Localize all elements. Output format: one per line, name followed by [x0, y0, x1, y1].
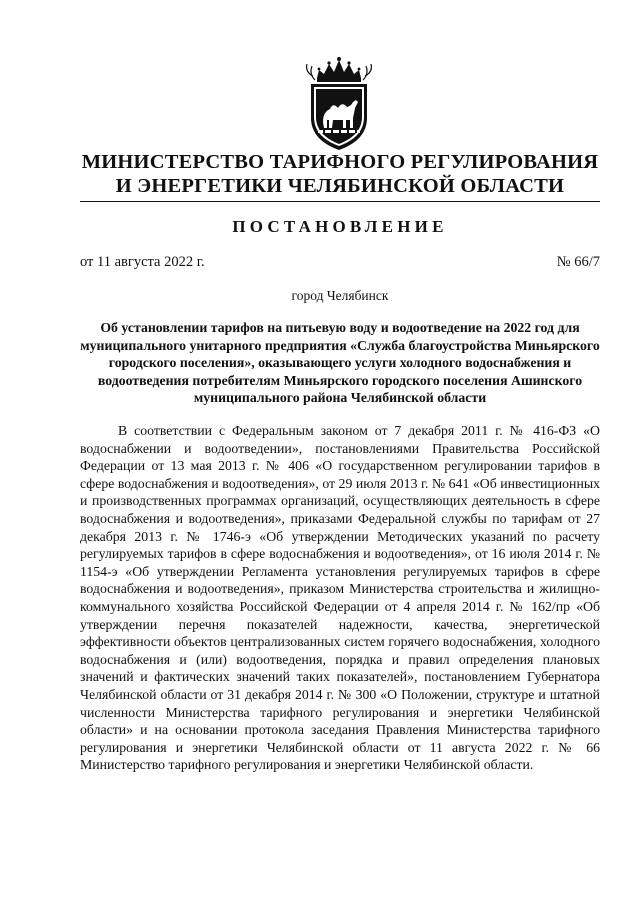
- ministry-name-line-1: МИНИСТЕРСТВО ТАРИФНОГО РЕГУЛИРОВАНИЯ: [81, 151, 599, 173]
- header-divider: [80, 201, 600, 202]
- ministry-name: [60, 150, 620, 198]
- ministry-name-line-2: И ЭНЕРГЕТИКИ ЧЕЛЯБИНСКОЙ ОБЛАСТИ: [115, 175, 565, 197]
- chelyabinsk-coat-of-arms-icon: [299, 56, 379, 152]
- document-subject: Об установлении тарифов на питьевую воду и водоотведение на 2022 год для муниципального унитарного предприятия «Служба благоустройства Миньярского городского поселения», оказывающего услуги холодного водоснабжения и водоотведения потребителям Миньярского городского поселения Ашинского муниципального района Челябинской области: [80, 320, 600, 406]
- document-body: В соответствии с Федеральным законом от 7 декабря 2011 г. № 416-ФЗ «О водоснабжении и водоотведении», постановлениями Правительства Российской Федерации от 13 мая 2013 г. № 406 «О государственном регулировании тарифов в сфере водоснабжения и водоотведения», от 29 июля 2013 г. № 641 «Об инвестиционных и производственных программах организаций, осуществляющих деятельность в сфере водоснабжения и водоотведения», приказами Федеральной службы по тарифам от 27 декабря 2013 г. № 1746-э «Об утверждении Методических указаний по расчету регулируемых тарифов в сфере водоснабжения и водоотведения», от 16 июля 2014 г. № 1154-э «Об утверждении Регламента установления регулируемых тарифов в сфере водоснабжения и водоотведения», приказом Министерства строительства и жилищно-коммунального хозяйства Российской Федерации от 4 апреля 2014 г. № 162/пр «Об утверждении перечня показателей надежности, качества, энергетической эффективности объектов централизованных систем горячего водоснабжения, холодного водоснабжения и (или) водоотведения, порядка и правил определения плановых значений и фактических значений таких показателей», постановлением Губернатора Челябинской области от 31 декабря 2014 г. № 300 «О Положении, структуре и штатной численности Министерства тарифного регулирования и энергетики Челябинской области» и на основании протокола заседания Правления Министерства тарифного регулирования и энергетики Челябинской области от 11 августа 2022 г. № 66 Министерство тарифного регулирования и энергетики Челябинской области.: [80, 423, 600, 773]
- document-type: ПОСТАНОВЛЕНИЕ: [232, 217, 448, 236]
- document-number: № 66/7: [556, 254, 600, 270]
- document-city: город Челябинск: [291, 288, 389, 303]
- document-date: от 11 августа 2022 г.: [80, 254, 205, 270]
